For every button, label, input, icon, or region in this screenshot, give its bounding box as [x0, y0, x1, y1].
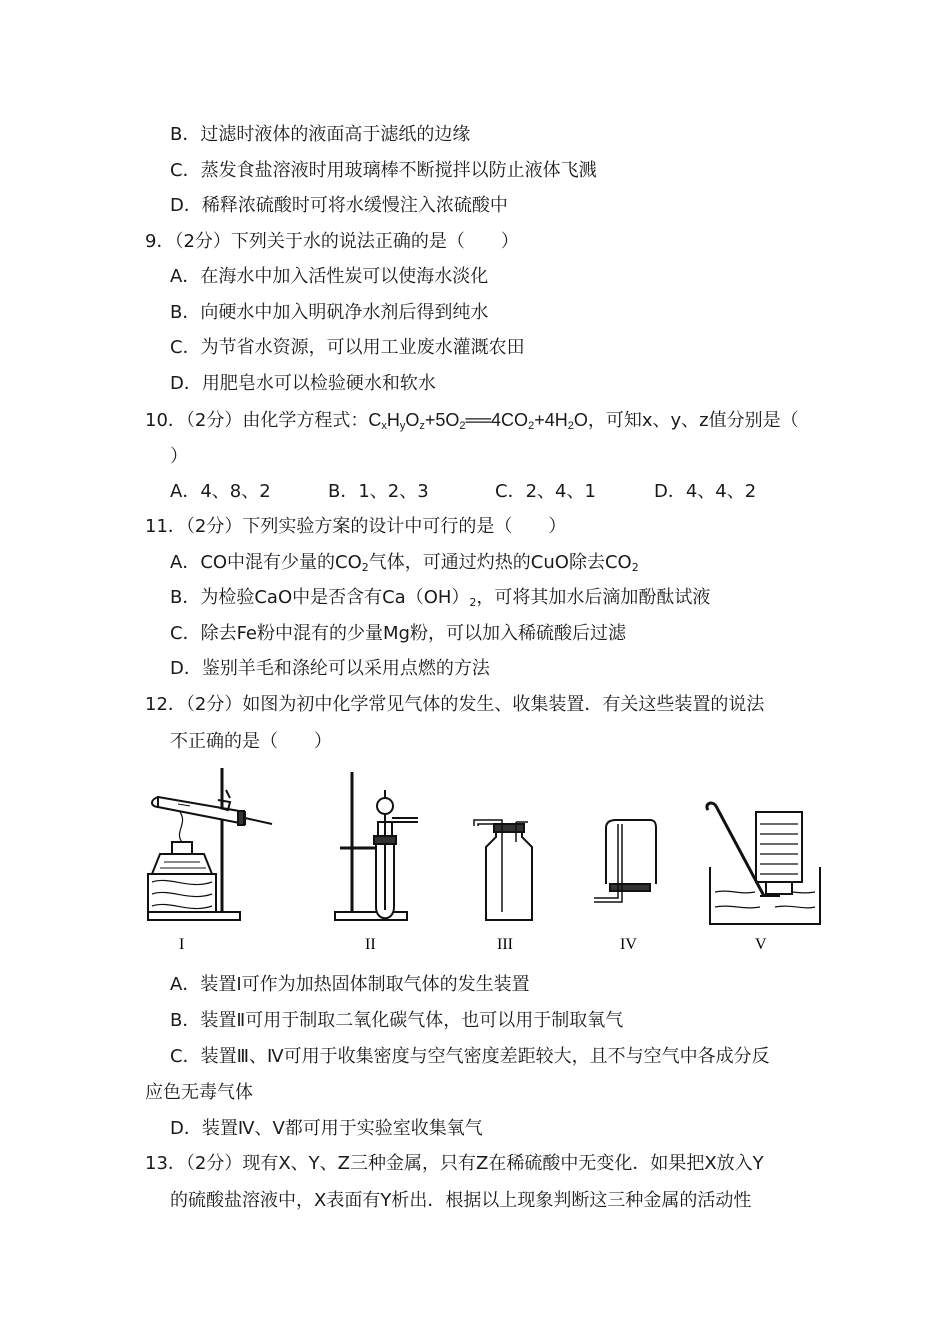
- q11-option-a: A．CO中混有少量的$CO_2$气体，可通过灼热的CuO除去$CO_2$: [170, 552, 639, 574]
- label-ii: II: [365, 936, 376, 953]
- q10-options-row: [0, 480, 950, 504]
- q12-option-b: B．装置Ⅱ可用于制取二氧化碳气体，也可以用于制取氧气: [170, 1010, 624, 1031]
- q8-option-d: D．稀释浓硫酸时可将水缓慢注入浓硫酸中: [170, 195, 508, 216]
- label-iv: IV: [620, 936, 637, 953]
- apparatus-drawing: [130, 762, 830, 957]
- apparatus-figure: [130, 762, 830, 957]
- chemical-equation: $C_xH_yO_z+5O_2══4CO_2+4H_2O$: [368, 410, 588, 432]
- apparatus-iii-gas-bottle: [474, 820, 532, 920]
- q12-option-d: D．装置Ⅳ、Ⅴ都可用于实验室收集氧气: [170, 1118, 483, 1139]
- q11-stem: 11．（2分）下列实验方案的设计中可行的是（ ）: [145, 516, 567, 537]
- q13-stem-cont: 的硫酸盐溶液中，X表面有Y析出．根据以上现象判断这三种金属的活动性: [170, 1190, 752, 1211]
- q10-option-b: B．1、2、3: [328, 481, 429, 502]
- q10-stem: [145, 408, 799, 438]
- q9-stem: 9．（2分）下列关于水的说法正确的是（ ）: [145, 231, 519, 252]
- q13-stem: 13．（2分）现有X、Y、Z三种金属，只有Z在稀硫酸中无变化．如果把X放入Y: [145, 1153, 764, 1174]
- q11-option-d: D．鉴别羊毛和涤纶可以采用点燃的方法: [170, 658, 490, 679]
- q11-option-b: B．为检验CaO中是否含有$Ca(OH)_2$，可将其加水后滴加酚酞试液: [170, 587, 711, 609]
- q8-option-b: B．过滤时液体的液面高于滤纸的边缘: [170, 124, 471, 145]
- label-i: I: [179, 936, 185, 953]
- apparatus-v-water-trough: [707, 803, 820, 924]
- apparatus-iv-collection: [594, 820, 656, 902]
- q12-option-a: A．装置Ⅰ可作为加热固体制取气体的发生装置: [170, 974, 530, 995]
- q12-option-c: C．装置Ⅲ、Ⅳ可用于收集密度与空气密度差距较大，且不与空气中各成分反: [170, 1046, 770, 1067]
- q9-option-c: C．为节省水资源，可以用工业废水灌溉农田: [170, 337, 525, 358]
- label-iii: III: [497, 936, 513, 953]
- q9-option-d: D．用肥皂水可以检验硬水和软水: [170, 373, 436, 394]
- q9-option-a: A．在海水中加入活性炭可以使海水淡化: [170, 266, 489, 287]
- q10-stem-prefix: 10．（2分）由化学方程式：: [145, 410, 369, 431]
- q10-stem-cont: ）: [170, 446, 188, 467]
- q9-option-b: B．向硬水中加入明矾净水剂后得到纯水: [170, 302, 489, 323]
- apparatus-i-heating-setup: [148, 768, 272, 920]
- apparatus-ii-gas-generator: [335, 772, 418, 920]
- q8-option-c: C．蒸发食盐溶液时用玻璃棒不断搅拌以防止液体飞溅: [170, 160, 597, 181]
- q10-stem-suffix: ，可知x、y、z值分别是（: [587, 410, 799, 431]
- q12-stem: 12．（2分）如图为初中化学常见气体的发生、收集装置．有关这些装置的说法: [145, 694, 765, 715]
- q10-option-c: C．2、4、1: [495, 481, 596, 502]
- label-v: V: [755, 936, 767, 953]
- q12-option-c-cont: 应色无毒气体: [145, 1082, 253, 1103]
- q10-option-a: A．4、8、2: [170, 481, 271, 502]
- q12-stem-cont: 不正确的是（ ）: [170, 731, 332, 752]
- q11-option-c: C．除去Fe粉中混有的少量Mg粉，可以加入稀硫酸后过滤: [170, 623, 626, 644]
- q10-option-d: D．4、4、2: [654, 481, 757, 502]
